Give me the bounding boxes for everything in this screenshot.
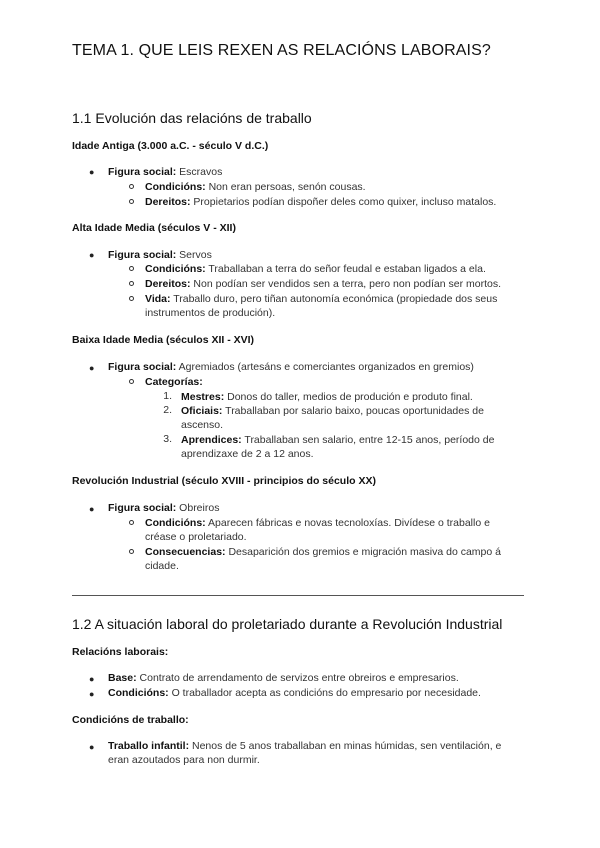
- item-text: Obreiros: [176, 502, 220, 514]
- item-text: Aparecen fábricas e novas tecnoloxías. Divídese o traballo e: [205, 517, 490, 529]
- list-item: [145, 375, 203, 389]
- section-heading-situacion-laboral: 1.2 A situación laboral do proletariado durante a Revolución Industrial: [72, 616, 503, 632]
- item-continuation: ascenso.: [181, 419, 224, 431]
- bullet-circle: [129, 184, 134, 189]
- item-text: Nenos de 5 anos traballaban en minas húmidas, sen ventilación, e: [189, 740, 502, 752]
- list-number: 2.: [163, 404, 172, 416]
- item-label: Mestres:: [181, 391, 225, 403]
- bullet-circle: [129, 199, 134, 204]
- bullet-dot: ●: [89, 742, 95, 752]
- item-label: Aprendices:: [181, 434, 242, 446]
- list-item: [108, 739, 501, 753]
- list-item: [181, 390, 473, 404]
- item-continuation: cidade.: [145, 560, 179, 572]
- item-text: O traballador acepta as condicións do empresario por necesidade.: [168, 687, 481, 699]
- item-label: Figura social:: [108, 249, 177, 261]
- item-label: Traballo infantil:: [108, 740, 190, 752]
- bullet-dot: ●: [89, 689, 95, 699]
- item-text: Traballaban a terra do señor feudal e estaban ligados a ela.: [205, 263, 486, 275]
- item-label: Condicións:: [145, 181, 206, 193]
- item-text: Agremiados (artesáns e comerciantes organizados en gremios): [176, 361, 474, 373]
- section-heading-evolucion: 1.1 Evolución das relacións de traballo: [72, 110, 312, 126]
- section-divider: [72, 595, 524, 596]
- item-label: Dereitos:: [145, 196, 191, 208]
- list-item: [108, 248, 212, 262]
- bullet-dot: ●: [89, 674, 95, 684]
- item-label: Condicións:: [108, 687, 169, 699]
- bullet-circle: [129, 379, 134, 384]
- subheading-relacions-laborais: Relacións laborais:: [72, 646, 169, 658]
- bullet-circle: [129, 549, 134, 554]
- list-item: [108, 360, 474, 374]
- item-label: Figura social:: [108, 502, 177, 514]
- item-text: Servos: [176, 249, 212, 261]
- item-label: Figura social:: [108, 361, 177, 373]
- bullet-circle: [129, 520, 134, 525]
- list-item: [181, 404, 484, 418]
- bullet-dot: ●: [89, 167, 95, 177]
- subheading-idade-antiga: Idade Antiga (3.000 a.C. - século V d.C.): [72, 140, 269, 152]
- list-item: [145, 180, 366, 194]
- item-label: Base:: [108, 672, 137, 684]
- list-item: [108, 686, 481, 700]
- item-text: Non podían ser vendidos sen a terra, pero non podían ser mortos.: [190, 278, 502, 290]
- item-continuation: eran azoutados para non durmir.: [108, 754, 260, 766]
- bullet-circle: [129, 266, 134, 271]
- subheading-revolucion-industrial: Revolución Industrial (século XVIII - principios do século XX): [72, 475, 376, 487]
- item-text: Donos do taller, medios de produción e produto final.: [224, 391, 473, 403]
- list-item: [145, 516, 490, 530]
- item-label: Figura social:: [108, 166, 177, 178]
- item-text: Escravos: [176, 166, 223, 178]
- item-continuation: créase o proletariado.: [145, 531, 247, 543]
- bullet-circle: [129, 281, 134, 286]
- item-text: Traballaban sen salario, entre 12-15 anos, período de: [241, 434, 495, 446]
- list-item: [181, 433, 494, 447]
- list-number: 1.: [163, 390, 172, 402]
- item-text: Traballo duro, pero tiñan autonomía económica (propiedade dos seus: [170, 293, 498, 305]
- list-item: [145, 292, 497, 306]
- item-continuation: instrumentos de produción).: [145, 307, 276, 319]
- item-text: Traballaban por salario baixo, poucas oportunidades de: [222, 405, 484, 417]
- item-label: Oficiais:: [181, 405, 223, 417]
- subheading-baixa-idade-media: Baixa Idade Media (séculos XII - XVI): [72, 334, 255, 346]
- subheading-condicions-traballo: Condicións de traballo:: [72, 714, 189, 726]
- item-label: Dereitos:: [145, 278, 191, 290]
- item-label: Consecuencias:: [145, 546, 226, 558]
- item-text: Desaparición dos gremios e migración masiva do campo á: [225, 546, 501, 558]
- list-number: 3.: [163, 433, 172, 445]
- list-item: [145, 277, 501, 291]
- list-item: [108, 671, 459, 685]
- bullet-dot: ●: [89, 504, 95, 514]
- list-item: [145, 545, 501, 559]
- list-item: [108, 165, 222, 179]
- item-text: Contrato de arrendamento de servizos entre obreiros e empresarios.: [136, 672, 459, 684]
- item-text: Propietarios podían dispoñer deles como quixer, incluso matalos.: [190, 196, 497, 208]
- item-label: Vida:: [145, 293, 171, 305]
- bullet-dot: ●: [89, 250, 95, 260]
- item-label: Condicións:: [145, 263, 206, 275]
- list-item: [108, 501, 219, 515]
- item-text: Non eran persoas, senón cousas.: [205, 181, 366, 193]
- page-title: TEMA 1. QUE LEIS REXEN AS RELACIÓNS LABORAIS?: [72, 42, 491, 59]
- bullet-circle: [129, 296, 134, 301]
- subheading-alta-idade-media: Alta Idade Media (séculos V - XII): [72, 222, 236, 234]
- list-item: [145, 195, 496, 209]
- list-item: [145, 262, 486, 276]
- item-continuation: aprendizaxe de 2 a 12 anos.: [181, 448, 314, 460]
- item-label: Condicións:: [145, 517, 206, 529]
- item-label: Categorías:: [145, 376, 203, 388]
- bullet-dot: ●: [89, 363, 95, 373]
